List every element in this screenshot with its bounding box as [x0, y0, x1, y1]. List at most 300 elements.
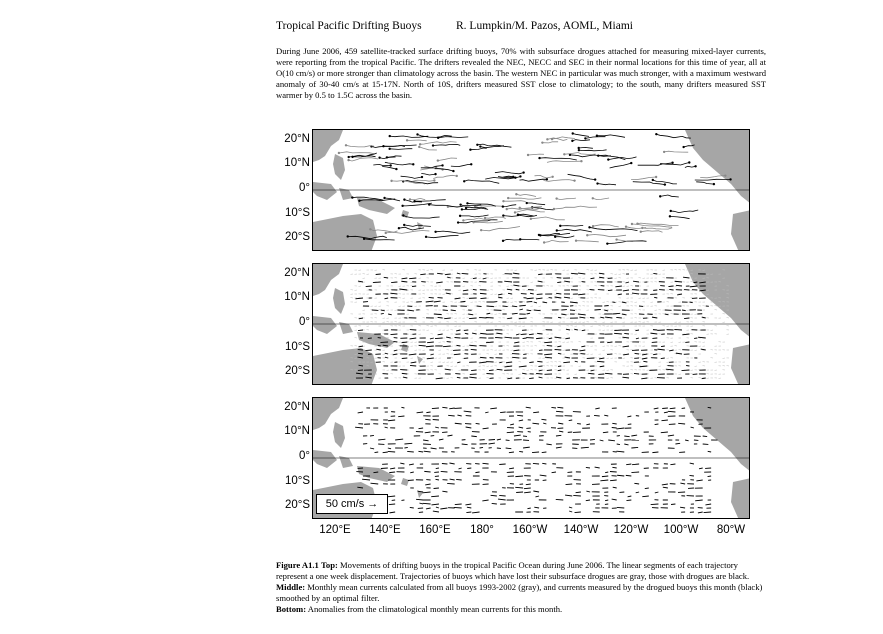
current-vector — [623, 346, 629, 347]
trajectory-map-panel — [312, 129, 750, 251]
trajectory-endpoint — [572, 132, 574, 134]
current-vector — [409, 278, 416, 279]
title-text: Tropical Pacific Drifting Buoys — [276, 20, 422, 32]
trajectory — [656, 134, 691, 138]
current-vector — [708, 407, 711, 408]
current-vector — [557, 407, 563, 408]
trajectory-endpoint — [592, 197, 594, 199]
trajectory-endpoint — [554, 236, 556, 238]
land-mass — [401, 478, 409, 486]
caption-middle — [276, 582, 766, 604]
trajectory — [547, 161, 581, 163]
trajectory — [382, 167, 396, 170]
current-vector — [641, 378, 647, 379]
trajectory — [555, 236, 574, 238]
current-vector — [499, 495, 505, 496]
current-vector — [389, 504, 395, 505]
current-vector — [507, 289, 512, 290]
current-vector — [423, 503, 431, 504]
current-vector — [401, 407, 404, 408]
trajectory — [554, 206, 597, 209]
trajectory-endpoint — [522, 171, 524, 173]
current-vector — [442, 407, 447, 408]
current-vector — [485, 412, 488, 413]
intro-paragraph: During June 2006, 459 satellite-tracked surface drifting buoys, 70% with subsurface drogues attached for measuring mixed-layer currents, were reporting from the tropical Pacific. The drifters revealed the NEC, NECC and SEC in their normal locations for this time of year, all at O(10 cm/s) or more stronger than climatology across the basin. The western NEC in particular was much stronger, with a maximum westward anomaly of 30-40 cm/s at 15-17N. North of 10S, drifters measured SST close to climatology; to the south, many drifters measured SST warmer by 0.5 to 1.5C across the basin. — [276, 46, 766, 100]
current-vector — [529, 378, 534, 379]
trajectory-endpoint — [466, 202, 468, 204]
current-vector — [480, 447, 483, 448]
trajectory — [671, 210, 698, 213]
current-vector — [612, 427, 617, 428]
current-vector — [473, 289, 477, 290]
trajectory-endpoint — [713, 183, 715, 185]
current-vector — [703, 436, 707, 437]
current-vector — [612, 423, 616, 424]
current-vector — [457, 362, 460, 363]
trajectory-endpoint — [541, 141, 543, 143]
current-vector — [431, 496, 439, 497]
current-vector — [530, 293, 534, 294]
current-vector — [457, 273, 461, 274]
trajectory — [670, 216, 690, 218]
current-vector — [605, 373, 612, 374]
trajectory-map — [313, 130, 750, 251]
trajectory-endpoint — [586, 234, 588, 236]
land-mass — [333, 288, 345, 314]
current-vector — [533, 491, 539, 492]
current-vector — [446, 337, 451, 338]
trajectory — [557, 198, 576, 200]
current-vector — [436, 479, 439, 480]
current-vector — [471, 370, 477, 371]
current-vector — [431, 504, 438, 505]
current-vector — [523, 338, 527, 339]
lat-label: 10°N — [284, 291, 310, 303]
trajectory — [481, 227, 520, 231]
trajectory-endpoint — [457, 221, 459, 223]
current-vector — [622, 314, 627, 315]
trajectory-endpoint — [425, 236, 427, 238]
current-vector — [512, 306, 517, 307]
current-vector — [444, 318, 450, 319]
current-vector — [523, 447, 530, 448]
trajectory — [576, 241, 599, 242]
current-vector — [586, 424, 590, 425]
current-vector — [483, 463, 489, 464]
current-vector — [418, 428, 423, 429]
current-vector — [668, 435, 674, 436]
trajectory-endpoint — [462, 219, 464, 221]
trajectory — [585, 137, 605, 139]
current-vector — [409, 464, 414, 465]
current-vector — [462, 444, 468, 445]
current-vector — [684, 318, 689, 319]
current-vector — [401, 281, 407, 282]
current-vector — [529, 362, 533, 363]
current-vector — [393, 354, 398, 355]
current-vector — [653, 354, 657, 355]
current-vector — [669, 350, 673, 351]
current-vector — [416, 499, 423, 500]
current-vector — [454, 507, 462, 508]
trajectory — [421, 166, 443, 168]
current-vector — [365, 350, 371, 351]
current-vector — [463, 290, 468, 291]
trajectory-endpoint — [669, 215, 671, 217]
lon-label: 180° — [470, 524, 494, 536]
trajectory-endpoint — [395, 168, 397, 170]
anomaly-vectors — [355, 407, 717, 513]
trajectory-endpoint — [506, 208, 508, 210]
trajectory — [433, 144, 460, 145]
current-vector — [543, 423, 546, 424]
current-vector — [556, 411, 563, 412]
current-vector — [446, 293, 451, 294]
current-vector — [631, 435, 637, 436]
current-vector — [575, 512, 581, 513]
current-vector — [515, 487, 523, 488]
current-vector — [476, 423, 480, 424]
trajectory-endpoint — [580, 160, 582, 162]
current-vector — [455, 504, 462, 505]
current-vector — [595, 408, 599, 409]
current-vector — [519, 420, 523, 421]
current-vector — [410, 507, 414, 508]
current-vector — [582, 330, 586, 331]
current-vector — [603, 432, 608, 433]
current-vector — [558, 423, 563, 424]
current-vector — [436, 282, 442, 283]
trajectory-endpoint — [402, 214, 404, 216]
trajectory-endpoint — [543, 241, 545, 243]
current-vector — [661, 420, 667, 421]
trajectory — [520, 179, 547, 181]
current-vector — [678, 423, 685, 424]
current-vector — [532, 423, 539, 424]
trajectory — [573, 134, 589, 137]
trajectory-endpoint — [515, 193, 517, 195]
current-vector — [486, 373, 493, 374]
current-vector — [509, 452, 514, 453]
current-vector — [376, 349, 380, 350]
current-vector — [410, 365, 416, 366]
current-vector — [486, 342, 494, 343]
land-mass — [685, 398, 750, 472]
trajectory — [346, 145, 374, 147]
trajectory-endpoint — [571, 140, 573, 142]
trajectory-endpoint — [382, 145, 384, 147]
trajectory-endpoint — [682, 146, 684, 148]
trajectory — [438, 137, 468, 138]
lat-label: 10°S — [284, 341, 310, 353]
current-vector — [436, 468, 439, 469]
trajectory — [696, 182, 714, 184]
trajectory-endpoint — [390, 180, 392, 182]
current-vector — [526, 407, 531, 408]
current-vector — [590, 439, 595, 440]
current-vector — [498, 499, 506, 500]
trajectory-endpoint — [480, 229, 482, 231]
trajectory-endpoint — [584, 137, 586, 139]
current-vector — [517, 415, 523, 416]
current-vector — [578, 273, 585, 274]
trajectory-endpoint — [597, 155, 599, 157]
trajectory — [503, 205, 516, 207]
current-vector — [616, 451, 624, 452]
current-vector — [434, 314, 442, 315]
trajectory-endpoint — [419, 143, 421, 145]
current-vector — [384, 277, 388, 278]
trajectory-endpoint — [465, 207, 467, 209]
current-vector — [610, 471, 617, 472]
land-mass — [417, 356, 423, 364]
current-vector — [497, 439, 501, 440]
current-vector — [653, 273, 657, 274]
current-vector — [557, 282, 561, 283]
current-vector — [565, 495, 572, 496]
current-vector — [433, 419, 439, 420]
current-vector — [425, 484, 430, 485]
trajectory — [403, 203, 432, 206]
current-vector — [506, 448, 512, 449]
current-vector — [590, 278, 594, 279]
current-vector — [424, 471, 430, 472]
trajectory — [560, 225, 583, 226]
current-vector — [418, 451, 423, 452]
trajectory — [349, 158, 379, 161]
current-vector — [615, 286, 621, 287]
lon-label: 160°E — [419, 524, 451, 536]
current-vector — [407, 451, 414, 452]
current-vector — [600, 366, 605, 367]
trajectory — [660, 195, 679, 197]
current-vector — [633, 281, 639, 282]
current-vector — [457, 415, 461, 416]
current-vector — [689, 475, 693, 476]
current-vector — [545, 357, 552, 358]
trajectory — [403, 216, 439, 219]
current-vector — [533, 412, 539, 413]
current-vector — [612, 313, 620, 314]
trajectory — [412, 180, 434, 181]
trajectory-endpoint — [664, 183, 666, 185]
trajectory — [579, 148, 593, 149]
trajectory-endpoint — [514, 177, 516, 179]
current-vector — [467, 468, 471, 469]
trajectory-endpoint — [559, 225, 561, 227]
caption-bottom-text: Anomalies from the climatological monthly mean currents for this month. — [306, 604, 563, 614]
trajectory-endpoint — [631, 223, 633, 225]
current-vector — [691, 427, 694, 428]
current-vector — [402, 373, 408, 374]
trajectory — [421, 174, 435, 176]
trajectory — [641, 231, 663, 233]
trajectory-endpoint — [655, 176, 657, 178]
trajectory — [438, 158, 457, 161]
trajectory-endpoint — [551, 138, 553, 140]
current-vector — [445, 274, 451, 275]
trajectory-endpoint — [351, 196, 353, 198]
current-vector — [534, 507, 539, 508]
current-vector — [355, 427, 363, 428]
land-mass — [313, 348, 377, 385]
current-vector — [499, 464, 505, 465]
current-vector — [612, 467, 616, 468]
current-vector — [622, 337, 629, 338]
current-vector — [586, 491, 590, 492]
current-vector — [556, 499, 564, 500]
current-vector — [529, 334, 534, 335]
current-vector — [634, 483, 639, 484]
current-vector — [513, 273, 519, 274]
author-text: R. Lumpkin/M. Pazos, AOML, Miami — [456, 20, 633, 32]
lat-label: 20°S — [284, 499, 310, 511]
trajectory-endpoint — [636, 222, 638, 224]
trajectory-endpoint — [596, 182, 598, 184]
current-vector — [480, 293, 487, 294]
current-vector — [680, 483, 685, 484]
current-vector — [600, 480, 608, 481]
current-vector — [586, 500, 590, 501]
current-vector — [657, 349, 664, 350]
current-vector — [624, 436, 629, 437]
trajectory — [528, 154, 544, 155]
trajectory — [557, 229, 592, 232]
current-vector — [362, 479, 370, 480]
current-vector — [628, 496, 632, 497]
current-vector — [393, 341, 397, 342]
trajectory — [383, 145, 416, 146]
trajectory-endpoint — [502, 205, 504, 207]
current-vector — [516, 334, 519, 335]
lon-label: 120°W — [613, 524, 649, 536]
trajectory — [542, 142, 558, 143]
trajectory-endpoint — [512, 176, 514, 178]
current-vector — [566, 484, 573, 485]
current-vector — [608, 290, 612, 291]
current-vector — [519, 366, 527, 367]
lon-label: 120°E — [319, 524, 351, 536]
current-vector — [419, 503, 423, 504]
trajectory-endpoint — [630, 162, 632, 164]
lat-label: 20°S — [284, 231, 310, 243]
current-vector — [460, 301, 465, 302]
lat-label: 20°S — [284, 365, 310, 377]
current-vector — [479, 317, 486, 318]
current-vector — [410, 338, 417, 339]
current-vector — [417, 412, 424, 413]
trajectory-endpoint — [416, 133, 418, 135]
current-vector — [555, 297, 562, 298]
trajectory — [617, 240, 633, 242]
current-vector — [564, 281, 570, 282]
trajectory — [527, 203, 545, 205]
current-vector — [605, 317, 612, 318]
current-vector — [581, 346, 585, 347]
current-vector — [597, 361, 604, 362]
current-vector — [358, 281, 363, 282]
current-vector — [566, 329, 570, 330]
current-vector — [445, 369, 451, 370]
trajectory — [531, 217, 565, 220]
trajectory-endpoint — [472, 221, 474, 223]
current-vector — [483, 428, 489, 429]
current-vector — [605, 472, 608, 473]
current-vector — [544, 342, 552, 343]
trajectory-endpoint — [729, 178, 731, 180]
current-vector — [595, 467, 600, 468]
current-vector — [438, 334, 443, 335]
current-vector — [602, 476, 608, 477]
current-vector — [480, 333, 486, 334]
trajectory-endpoint — [479, 145, 481, 147]
current-vector — [536, 338, 542, 339]
trajectory-endpoint — [412, 163, 414, 165]
current-vector — [624, 444, 628, 445]
current-vector — [508, 293, 512, 294]
current-vector — [626, 500, 631, 501]
current-vector — [516, 289, 520, 290]
lat-label: 20°N — [284, 133, 310, 145]
current-vector — [634, 373, 639, 374]
trajectory-endpoint — [432, 144, 434, 146]
current-vector — [534, 302, 537, 303]
trajectory-endpoint — [694, 165, 696, 167]
current-vector — [607, 342, 612, 343]
current-vector — [543, 302, 548, 303]
current-vector — [661, 358, 665, 359]
trajectory-endpoint — [385, 232, 387, 234]
trajectory — [544, 240, 569, 242]
trajectory-endpoint — [388, 148, 390, 150]
current-vector — [430, 338, 434, 339]
current-vector — [466, 427, 472, 428]
current-vector — [524, 488, 531, 489]
current-vector — [358, 412, 363, 413]
trajectory — [598, 184, 617, 185]
trajectory-endpoint — [409, 198, 411, 200]
land-mass — [313, 214, 377, 251]
trajectory-endpoint — [592, 225, 594, 227]
current-vector — [610, 480, 617, 481]
trajectory-endpoint — [663, 151, 665, 153]
trajectory-endpoint — [389, 135, 391, 137]
trajectory-endpoint — [519, 238, 521, 240]
current-vector — [622, 302, 627, 303]
trajectory — [435, 169, 454, 171]
current-vector — [498, 297, 502, 298]
current-vector — [702, 317, 706, 318]
current-vector — [390, 334, 397, 335]
current-vector — [447, 435, 452, 436]
current-vector — [434, 301, 441, 302]
current-vector — [664, 412, 668, 413]
current-vector — [519, 309, 523, 310]
trajectory-endpoint — [484, 217, 486, 219]
land-masses — [313, 130, 750, 251]
current-vector — [469, 377, 476, 378]
current-vector — [542, 452, 547, 453]
trajectory — [385, 162, 413, 165]
current-vector — [402, 342, 408, 343]
trajectory-endpoint — [538, 234, 540, 236]
mean-currents-map-panel — [312, 263, 750, 385]
trajectory — [429, 205, 462, 208]
trajectory-endpoint — [530, 218, 532, 220]
current-vector — [483, 278, 487, 279]
caption-top — [276, 560, 766, 582]
current-vector — [661, 432, 668, 433]
